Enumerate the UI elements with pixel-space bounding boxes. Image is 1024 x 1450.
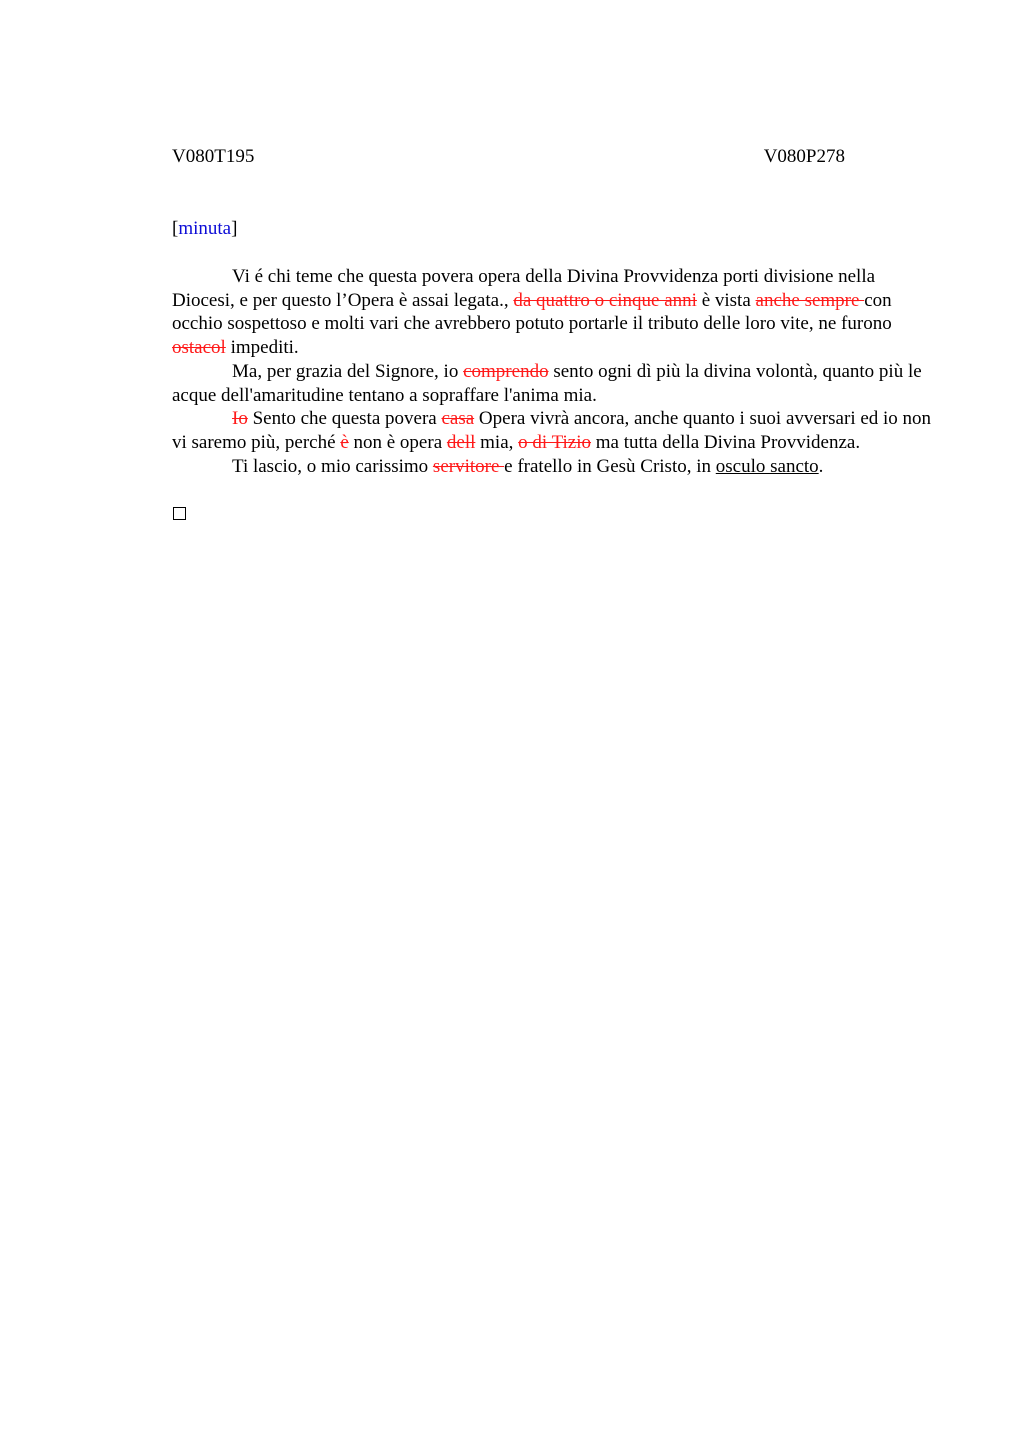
letter-body bbox=[172, 265, 932, 478]
paragraph-text: Opera vivrà ancora, anche quanto i suoi avversari ed io non vi saremo più, perché bbox=[172, 408, 932, 453]
deleted-text: anche sempre bbox=[755, 289, 865, 311]
paragraph-text: Sento che questa povera bbox=[247, 408, 442, 430]
paragraph-text: ma tutta della Divina Provvidenza. bbox=[591, 431, 861, 453]
deleted-text: Io bbox=[232, 408, 248, 430]
deleted-text: servitore bbox=[432, 455, 505, 477]
letter-paragraph bbox=[172, 407, 932, 454]
editorial-note-close-bracket: ] bbox=[231, 218, 238, 239]
deleted-text: comprendo bbox=[463, 360, 549, 382]
editorial-note-open-bracket: [ bbox=[172, 218, 179, 239]
paragraph-text: con occhio sospettoso e molti vari che avrebbero potuto portarle il tributo delle loro vite, ne furono bbox=[172, 289, 892, 335]
deleted-text: è bbox=[340, 431, 349, 453]
checkbox-icon bbox=[173, 507, 186, 520]
document-code-left: V080T195 bbox=[172, 146, 255, 167]
paragraph-text: . bbox=[818, 455, 824, 477]
paragraph-text: sento ogni dì più la divina volontà, quanto più le acque dell'amaritudine tentano a sopraffare l'anima mia. bbox=[172, 360, 922, 406]
document-code-right: V080P278 bbox=[763, 146, 845, 167]
paragraph-text: mia, bbox=[475, 431, 519, 453]
paragraph-text: non è opera bbox=[348, 431, 447, 453]
editorial-note bbox=[172, 218, 237, 240]
underlined-text: osculo sancto bbox=[715, 455, 819, 477]
deleted-text: dell bbox=[446, 431, 476, 453]
letter-paragraph bbox=[172, 265, 932, 360]
deleted-text: ostacol bbox=[172, 337, 226, 359]
paragraph-text: e fratello in Gesù Cristo, in bbox=[504, 455, 716, 477]
editorial-note-label: minuta bbox=[178, 218, 232, 239]
paragraph-text: Ti lascio, o mio carissimo bbox=[232, 455, 433, 477]
letter-paragraph bbox=[172, 360, 932, 407]
deleted-text: casa bbox=[441, 408, 475, 430]
paragraph-text: Vi é chi teme che questa povera opera della Divina Provvidenza porti divisione nella Diocesi, e per questo l’Opera è assai legata., bbox=[172, 266, 876, 311]
deleted-text: o di Tizio bbox=[518, 431, 592, 453]
deleted-text: da quattro o cinque anni bbox=[513, 289, 697, 311]
paragraph-text: è vista bbox=[696, 289, 756, 311]
paragraph-text: Ma, per grazia del Signore, io bbox=[232, 360, 464, 382]
paragraph-text: impediti. bbox=[225, 337, 299, 359]
letter-paragraph bbox=[172, 455, 932, 479]
document-header bbox=[172, 146, 845, 170]
